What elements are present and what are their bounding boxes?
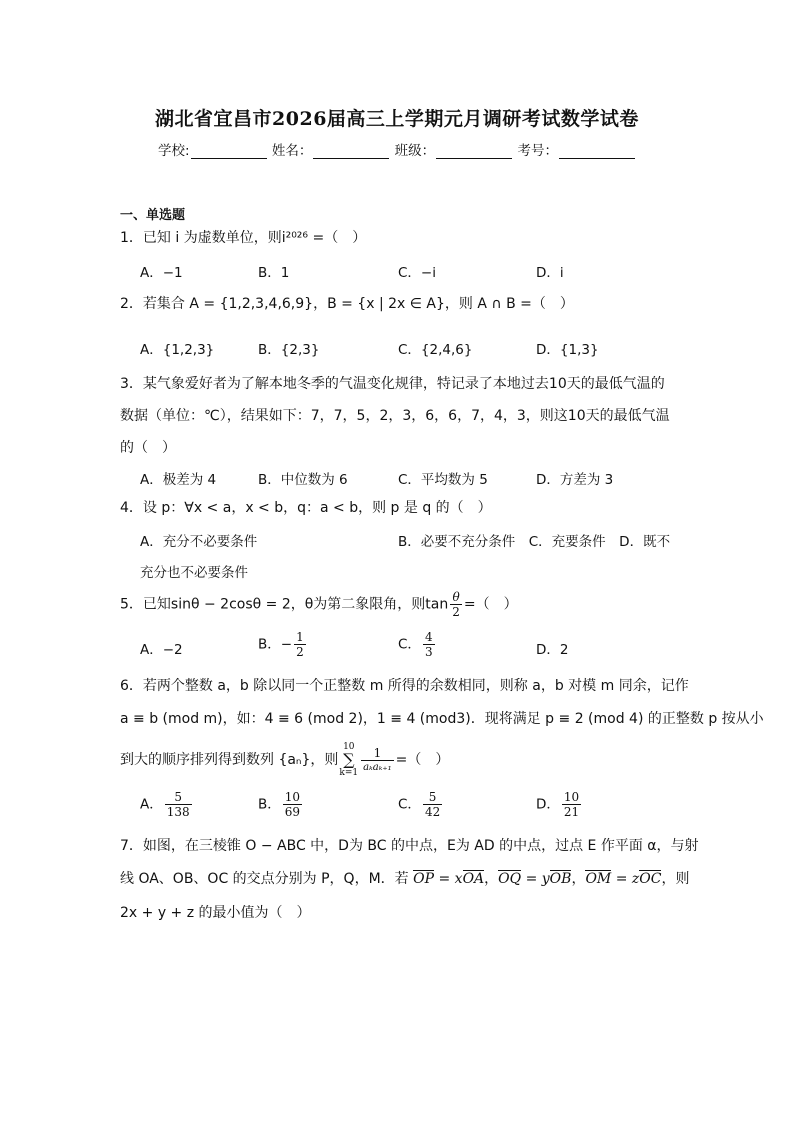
class-blank[interactable] — [436, 144, 512, 159]
q6-frac-denominator: aₖaₖ₊₁ — [363, 761, 392, 773]
q6-frac-numerator: 1 — [361, 746, 394, 761]
q6-b-denominator: 69 — [284, 805, 301, 819]
section-heading: 一、单选题 — [120, 208, 186, 223]
page-title: 湖北省宜昌市2026届高三上学期元月调研考试数学试卷 — [155, 108, 639, 130]
q5-text-a: 5．已知sinθ − 2cosθ = 2，θ为第二象限角，则tan — [120, 596, 449, 613]
q7-sep2: ， — [571, 871, 586, 887]
q3-option-b: B．中位数为 6 — [258, 472, 348, 488]
q5-option-c — [398, 630, 437, 659]
q6-b-fraction — [283, 790, 302, 819]
q7-text-a: 线 OA、OB、OC 的交点分别为 P，Q，M．若 — [120, 871, 414, 887]
q6-a-denominator: 138 — [166, 805, 190, 819]
q6-a-numerator: 5 — [165, 790, 192, 805]
q1-option-c: C．−i — [398, 265, 436, 281]
question-7-line-2 — [120, 869, 689, 889]
q6-c-prefix: C． — [398, 796, 421, 813]
question-6-line-1: 6．若两个整数 a，b 除以同一个正整数 m 所得的余数相同，则称 a，b 对模 m 同余，记作 — [120, 678, 689, 694]
vector-om: OM — [585, 871, 612, 887]
q1-option-b: B．1 — [258, 265, 290, 281]
q5-frac-numerator: θ — [450, 590, 462, 605]
q2-option-c: C．{2,4,6} — [398, 342, 473, 358]
q6-a-fraction — [165, 790, 192, 819]
name-label: 姓名： — [271, 143, 313, 159]
q5-option-d: D．2 — [536, 642, 569, 658]
q5-c-denominator: 3 — [424, 645, 433, 659]
q5-c-numerator: 4 — [424, 630, 433, 644]
q1-option-d: D．i — [536, 265, 564, 281]
q6-option-a — [140, 790, 194, 819]
vector-op: OP — [413, 871, 435, 887]
q6-a-prefix: A． — [140, 796, 163, 813]
q6-option-d — [536, 790, 583, 819]
q6-b-numerator: 10 — [284, 790, 301, 804]
q5-option-b-fraction — [294, 630, 306, 659]
q3-option-d: D．方差为 3 — [536, 472, 614, 488]
q4-options-bcd: B．必要不充分条件 C．充要条件 D．既不 — [398, 534, 671, 550]
q6-sum-fraction — [361, 746, 394, 775]
q2-option-d: D．{1,3} — [536, 342, 599, 358]
q4-option-d-continued: 充分也不必要条件 — [140, 565, 248, 581]
question-2: 2．若集合 A = {1,2,3,4,6,9}，B = {x | 2x ∈ A}，则 A ∩ B =（ ） — [120, 296, 574, 312]
q6-text-b: =（ ） — [395, 752, 450, 768]
vector-ob: OB — [549, 871, 572, 887]
name-blank[interactable] — [313, 144, 389, 159]
q6-d-numerator: 10 — [563, 790, 580, 804]
question-7-line-3: 2x + y + z 的最小值为（ ） — [120, 905, 311, 921]
q5-option-c-fraction — [423, 630, 435, 659]
q6-sum-symbol: 10 ∑ k=1 — [339, 742, 359, 778]
q2-option-b: B．{2,3} — [258, 342, 320, 358]
q6-c-numerator: 5 — [423, 790, 442, 805]
q6-b-prefix: B． — [258, 796, 281, 813]
q6-sum-bottom: k=1 — [339, 768, 359, 778]
school-blank[interactable] — [191, 144, 267, 159]
q6-text-a: 到大的顺序排列得到数列 {aₙ}，则 — [120, 752, 339, 768]
question-6-line-3 — [120, 742, 449, 778]
question-3: 3．某气象爱好者为了解本地冬季的气温变化规律，特记录了本地过去10天的最低气温的数据（单位：℃），结果如下：7，7，5，2，3，6，6，7，4，3，则这10天的最低气温的（ ） — [120, 376, 670, 456]
q5-b-denominator: 2 — [296, 645, 304, 659]
q6-d-denominator: 21 — [563, 805, 580, 819]
q5-option-c-prefix: C． — [398, 636, 421, 653]
q5-b-numerator: 1 — [296, 630, 304, 644]
q5-text-b: =（ ） — [463, 596, 518, 613]
question-4: 4．设 p：∀x < a，x < b，q：a < b，则 p 是 q 的（ ） — [120, 500, 492, 516]
vector-oa: OA — [462, 871, 485, 887]
q2-option-a: A．{1,2,3} — [140, 342, 215, 358]
q4-option-a: A．充分不必要条件 — [140, 534, 258, 550]
q5-option-a: A．−2 — [140, 642, 183, 658]
q5-fraction — [450, 590, 462, 619]
q1-option-a: A．−1 — [140, 265, 183, 281]
class-label: 班级： — [394, 143, 436, 159]
vector-oc: OC — [639, 871, 662, 887]
q5-option-b — [258, 630, 308, 659]
q3-option-a: A．极差为 4 — [140, 472, 217, 488]
q6-d-fraction — [562, 790, 581, 819]
school-label: 学校: — [158, 143, 190, 159]
q6-d-prefix: D． — [536, 796, 560, 813]
q7-text-b: ，则 — [661, 871, 690, 887]
question-6-line-2: a ≡ b (mod m)，如：4 ≡ 6 (mod 2)，1 ≡ 4 (mod3)．现将满足 p ≡ 2 (mod 4) 的正整数 p 按从小 — [120, 711, 764, 727]
q6-c-fraction — [423, 790, 442, 819]
exam-number-label: 考号： — [517, 143, 558, 159]
q6-c-denominator: 42 — [424, 805, 441, 819]
q7-eq1: = x — [434, 871, 463, 887]
vector-oq: OQ — [498, 871, 522, 887]
q5-option-b-prefix: B．− — [258, 636, 293, 653]
question-1: 1．已知 i 为虚数单位，则i²⁰²⁶ =（ ） — [120, 230, 367, 246]
q7-eq2: = y — [521, 871, 550, 887]
q6-option-c — [398, 790, 444, 819]
q6-sum-top: 10 — [343, 742, 355, 752]
question-7-line-1: 7．如图，在三棱锥 O − ABC 中，D为 BC 的中点，E为 AD 的中点，过点 E 作平面 α，与射 — [120, 838, 699, 854]
q6-option-b — [258, 790, 304, 819]
student-info-row — [0, 139, 794, 159]
question-5 — [120, 590, 518, 619]
q5-frac-denominator: 2 — [452, 605, 460, 619]
exam-number-blank[interactable] — [559, 144, 635, 159]
q3-option-c: C．平均数为 5 — [398, 472, 488, 488]
q7-eq3: = z — [611, 871, 640, 887]
q7-sep1: ， — [484, 871, 499, 887]
